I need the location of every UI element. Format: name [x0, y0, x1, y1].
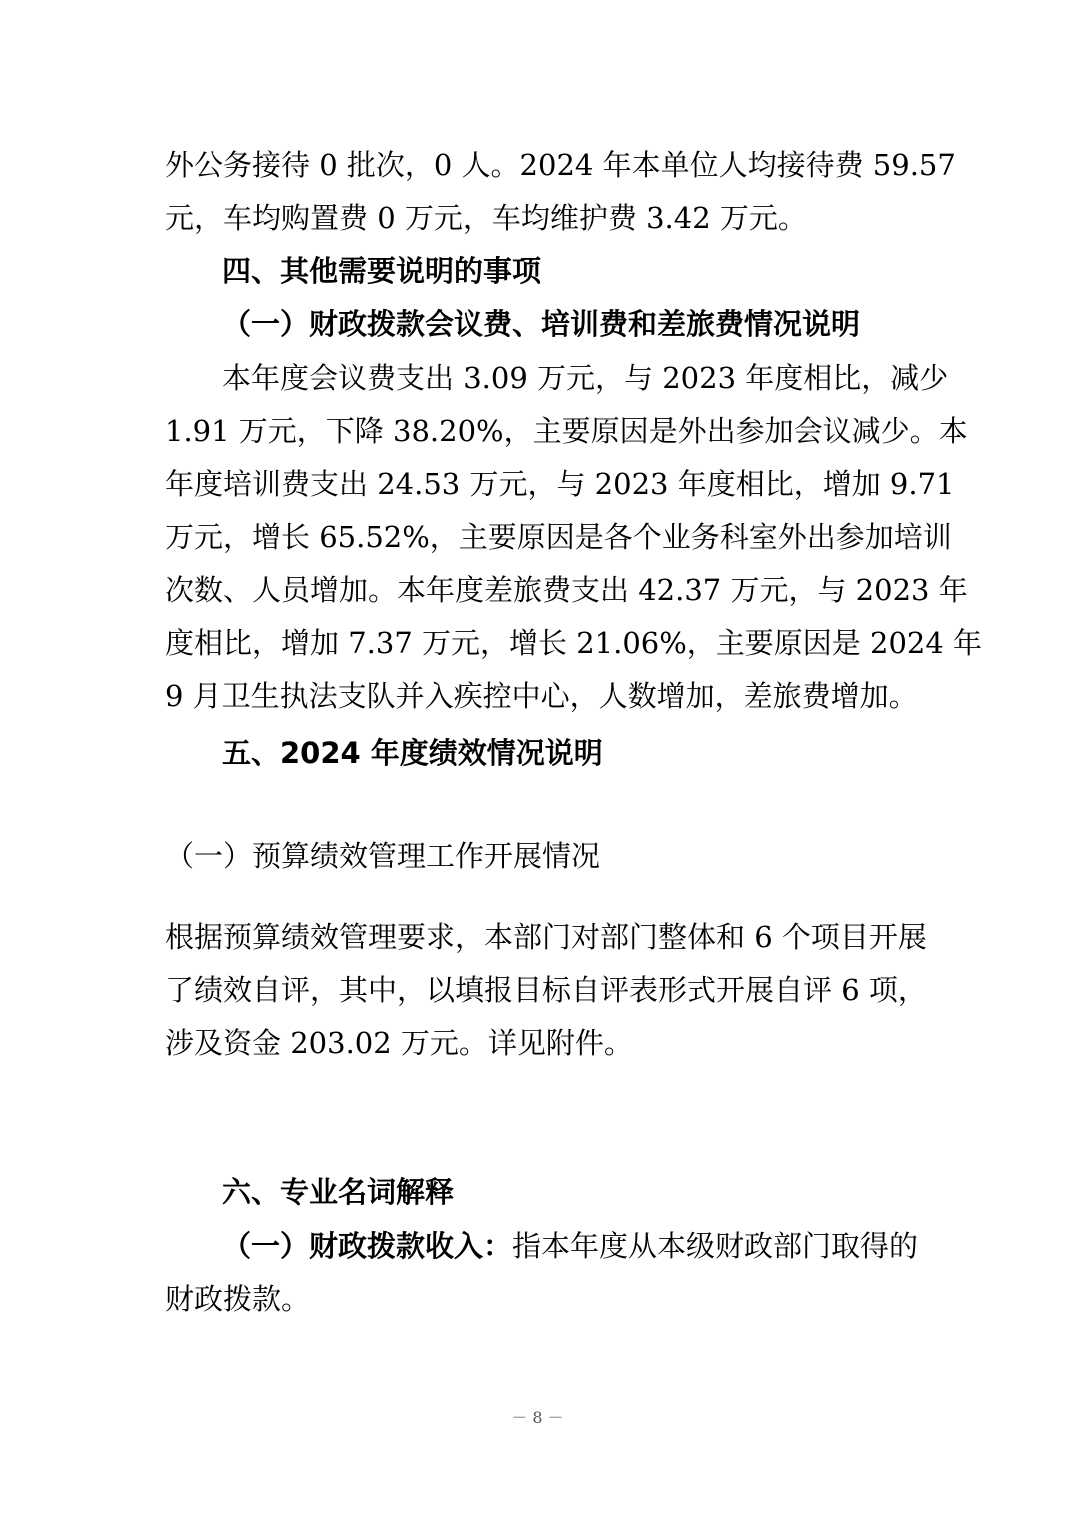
body-line: 次数、人员增加。本年度差旅费支出 42.37 万元，与 2023 年 [165, 573, 968, 607]
definition-text: 指本年度从本级财政部门取得的 [512, 1229, 919, 1263]
body-line: 本年度会议费支出 3.09 万元，与 2023 年度相比，减少 [222, 361, 949, 395]
body-line: 度相比，增加 7.37 万元，增长 21.06%，主要原因是 2024 年 [165, 626, 983, 660]
body-line: 根据预算绩效管理要求，本部门对部门整体和 6 个项目开展 [165, 920, 927, 954]
body-line: 万元，增长 65.52%，主要原因是各个业务科室外出参加培训 [165, 520, 952, 554]
body-line: 元，车均购置费 0 万元，车均维护费 3.42 万元。 [165, 201, 807, 235]
page-number: － 8 － [511, 1408, 564, 1427]
subsection-heading: （一）预算绩效管理工作开展情况 [165, 839, 601, 873]
body-line: 涉及资金 203.02 万元。详见附件。 [165, 1026, 633, 1060]
body-line: 年度培训费支出 24.53 万元，与 2023 年度相比，增加 9.71 [165, 467, 955, 501]
definition-line [222, 1226, 919, 1266]
body-line: 1.91 万元，下降 38.20%，主要原因是外出参加会议减少。本 [165, 414, 968, 448]
subsection-heading: （一）财政拨款会议费、培训费和差旅费情况说明 [222, 307, 861, 341]
body-line: 外公务接待 0 批次，0 人。2024 年本单位人均接待费 59.57 [165, 148, 956, 182]
body-line: 9 月卫生执法支队并入疾控中心，人数增加，差旅费增加。 [165, 679, 918, 713]
body-line: 了绩效自评，其中，以填报目标自评表形式开展自评 6 项， [165, 973, 927, 1007]
section-heading: 五、2024 年度绩效情况说明 [222, 736, 603, 770]
section-heading: 六、专业名词解释 [222, 1175, 455, 1209]
section-heading: 四、其他需要说明的事项 [222, 254, 542, 288]
definition-term: （一）财政拨款收入： [222, 1229, 513, 1263]
body-line: 财政拨款。 [165, 1282, 311, 1316]
